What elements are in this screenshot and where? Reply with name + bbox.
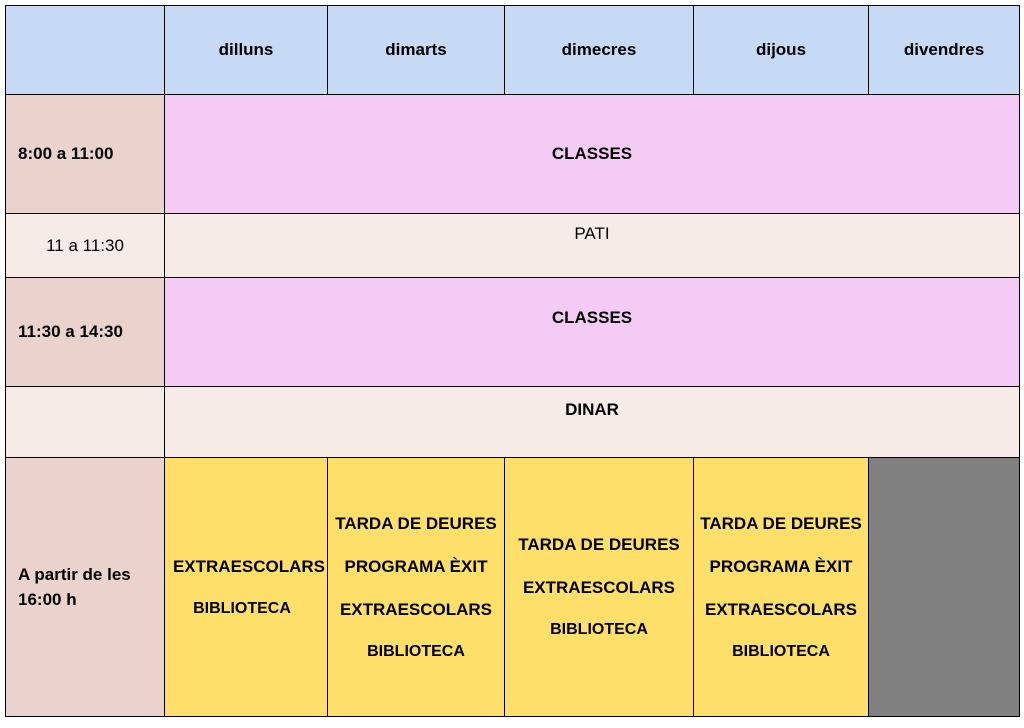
day-header-dijous: dijous	[694, 6, 869, 95]
time-cell-break: 11 a 11:30	[6, 214, 165, 278]
row-afternoon	[6, 458, 1020, 717]
break-cell	[165, 214, 1020, 278]
activity-item: BIBLIOTECA	[550, 621, 648, 638]
classes-morning-label: CLASSES	[551, 144, 633, 163]
activity-item: TARDA DE DEURES	[518, 535, 680, 554]
break-label: PATI	[574, 223, 610, 243]
afternoon-time-line2: 16:00 h	[18, 590, 77, 609]
afternoon-cell-divendres-empty	[869, 458, 1020, 717]
afternoon-time-line1: A partir de les	[18, 564, 131, 584]
activity-item: PROGRAMA ÈXIT	[709, 556, 853, 576]
row-classes-midday	[6, 278, 1020, 387]
activity-item: TARDA DE DEURES	[700, 513, 862, 533]
time-cell-midday: 11:30 a 14:30	[6, 278, 165, 387]
activity-item: TARDA DE DEURES	[335, 513, 497, 533]
lunch-label: DINAR	[565, 400, 619, 419]
day-header-dimarts: dimarts	[328, 6, 505, 95]
activity-item: EXTRAESCOLARS	[522, 578, 676, 597]
time-cell-afternoon	[6, 458, 165, 717]
afternoon-cell-dijous	[694, 458, 869, 717]
afternoon-cell-dilluns	[165, 458, 328, 717]
activity-item: EXTRAESCOLARS	[172, 556, 326, 576]
day-header-dilluns: dilluns	[165, 6, 328, 95]
classes-midday-cell	[165, 278, 1020, 387]
activity-item: BIBLIOTECA	[193, 599, 291, 617]
weekly-schedule-table	[5, 5, 1020, 717]
classes-morning-cell	[165, 95, 1020, 214]
header-row	[6, 6, 1020, 95]
afternoon-cell-dimecres	[505, 458, 694, 717]
time-cell-morning: 8:00 a 11:00	[6, 95, 165, 214]
activity-item: EXTRAESCOLARS	[339, 599, 493, 619]
day-header-dimecres: dimecres	[505, 6, 694, 95]
afternoon-cell-dimarts	[328, 458, 505, 717]
row-lunch	[6, 387, 1020, 458]
time-cell-lunch	[6, 387, 165, 458]
activity-item: BIBLIOTECA	[367, 642, 465, 660]
classes-midday-label: CLASSES	[551, 308, 633, 327]
activity-item: EXTRAESCOLARS	[704, 599, 858, 619]
activity-item: BIBLIOTECA	[732, 642, 830, 660]
row-break	[6, 214, 1020, 278]
day-header-divendres: divendres	[869, 6, 1020, 95]
row-classes-morning	[6, 95, 1020, 214]
lunch-cell	[165, 387, 1020, 458]
header-corner-cell	[6, 6, 165, 95]
activity-item: PROGRAMA ÈXIT	[344, 556, 488, 576]
